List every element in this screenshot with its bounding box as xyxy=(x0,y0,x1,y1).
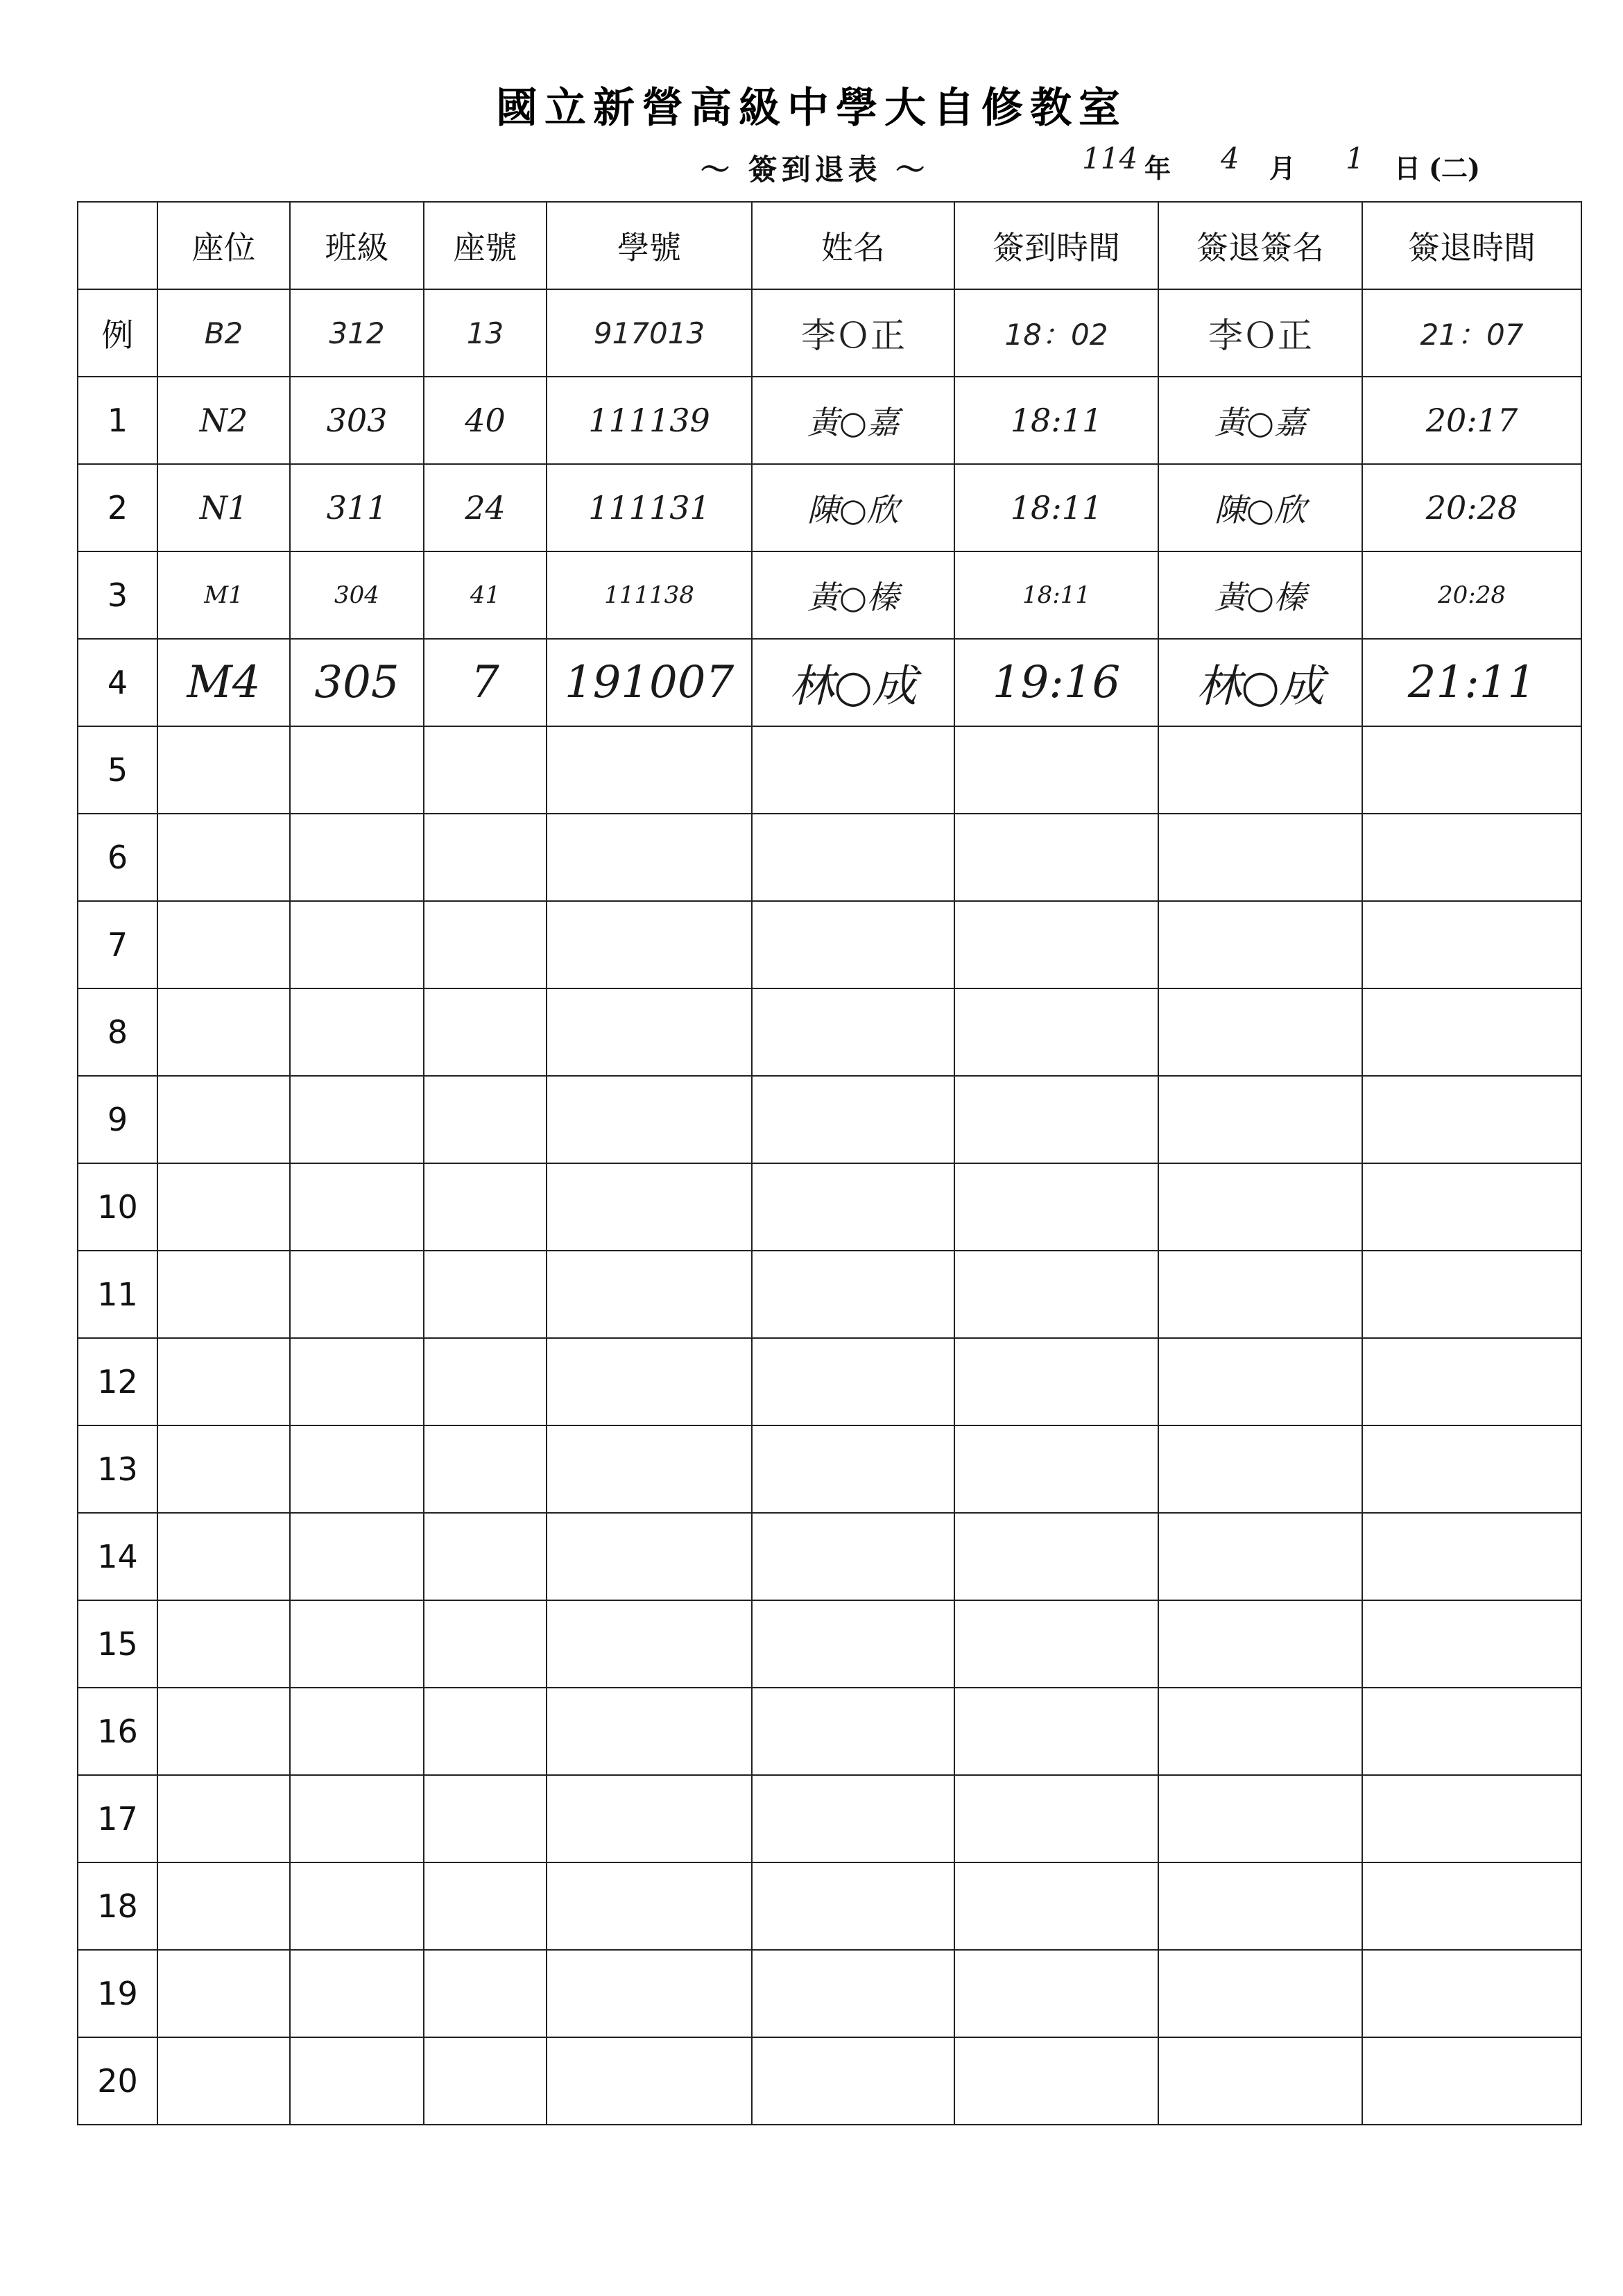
cell-sign-in-time[interactable] xyxy=(954,1425,1158,1513)
table-row xyxy=(78,551,1581,639)
table-row xyxy=(78,1950,1581,2037)
cell-class[interactable] xyxy=(290,1688,424,1775)
date-weekday: (二) xyxy=(1429,153,1480,184)
row-number: 9 xyxy=(78,1076,157,1163)
row-number: 1 xyxy=(78,377,157,464)
form-subtitle: ～ 簽到退表 ～ xyxy=(701,153,929,187)
example-sign-out-name: 李Ｏ正 xyxy=(1158,289,1362,377)
cell-seat-no[interactable]: 24 xyxy=(424,464,547,551)
cell-seat-no[interactable] xyxy=(424,901,547,988)
cell-student-id[interactable]: 111131 xyxy=(547,464,752,551)
table-row xyxy=(78,1513,1581,1600)
cell-class[interactable] xyxy=(290,1513,424,1600)
sign-in-out-table xyxy=(77,201,1582,2125)
cell-student-id[interactable] xyxy=(547,1251,752,1338)
cell-seat-no[interactable] xyxy=(424,1513,547,1600)
cell-sign-in-time[interactable] xyxy=(954,814,1158,901)
cell-seat-no[interactable] xyxy=(424,1251,547,1338)
row-number: 10 xyxy=(78,1163,157,1251)
cell-sign-out-signature[interactable] xyxy=(1158,2037,1362,2125)
cell-seat[interactable] xyxy=(157,814,290,901)
table-row xyxy=(78,1425,1581,1513)
table-row xyxy=(78,988,1581,1076)
cell-seat-no[interactable] xyxy=(424,1862,547,1950)
date-line xyxy=(1082,142,1554,189)
cell-class[interactable] xyxy=(290,1338,424,1425)
example-seat-no: 13 xyxy=(424,289,547,377)
row-number: 19 xyxy=(78,1950,157,2037)
cell-student-id[interactable] xyxy=(547,1076,752,1163)
cell-student-id[interactable] xyxy=(547,1688,752,1775)
cell-class[interactable] xyxy=(290,726,424,814)
cell-sign-out-signature[interactable] xyxy=(1158,1425,1362,1513)
cell-student-id[interactable] xyxy=(547,1862,752,1950)
table-row xyxy=(78,1862,1581,1950)
cell-sign-out-time[interactable] xyxy=(1362,1862,1581,1950)
cell-class[interactable] xyxy=(290,901,424,988)
cell-seat-no[interactable] xyxy=(424,1425,547,1513)
date-day-label: 日 xyxy=(1394,153,1421,184)
cell-name[interactable] xyxy=(752,726,954,814)
table-row xyxy=(78,639,1581,726)
cell-class[interactable]: 305 xyxy=(290,639,424,726)
header-class: 班級 xyxy=(290,202,424,289)
cell-sign-out-signature[interactable] xyxy=(1158,988,1362,1076)
cell-sign-out-signature[interactable] xyxy=(1158,1251,1362,1338)
row-number: 16 xyxy=(78,1688,157,1775)
row-number: 5 xyxy=(78,726,157,814)
cell-sign-out-time[interactable] xyxy=(1362,814,1581,901)
row-number: 6 xyxy=(78,814,157,901)
header-sign-in-time: 簽到時間 xyxy=(954,202,1158,289)
cell-seat-no[interactable] xyxy=(424,1163,547,1251)
example-seat: B2 xyxy=(157,289,290,377)
cell-seat-no[interactable] xyxy=(424,814,547,901)
cell-seat-no[interactable]: 41 xyxy=(424,551,547,639)
cell-sign-out-signature[interactable] xyxy=(1158,1076,1362,1163)
cell-sign-in-time[interactable] xyxy=(954,2037,1158,2125)
cell-sign-out-signature[interactable] xyxy=(1158,1600,1362,1688)
cell-seat-no[interactable] xyxy=(424,1775,547,1862)
cell-student-id[interactable] xyxy=(547,1600,752,1688)
cell-sign-out-time[interactable]: 20:28 xyxy=(1362,551,1581,639)
cell-sign-out-signature[interactable]: 黃○榛 xyxy=(1158,551,1362,639)
cell-class[interactable] xyxy=(290,1251,424,1338)
cell-student-id[interactable] xyxy=(547,726,752,814)
cell-sign-in-time[interactable]: 18:11 xyxy=(954,377,1158,464)
cell-name[interactable] xyxy=(752,1076,954,1163)
row-number: 12 xyxy=(78,1338,157,1425)
cell-student-id[interactable]: 111138 xyxy=(547,551,752,639)
table-row xyxy=(78,1076,1581,1163)
cell-class[interactable] xyxy=(290,1425,424,1513)
cell-sign-out-signature[interactable] xyxy=(1158,1513,1362,1600)
cell-student-id[interactable] xyxy=(547,988,752,1076)
cell-class[interactable] xyxy=(290,1163,424,1251)
example-row xyxy=(78,289,1581,377)
table-row xyxy=(78,2037,1581,2125)
cell-student-id[interactable]: 191007 xyxy=(547,639,752,726)
cell-seat[interactable] xyxy=(157,988,290,1076)
date-year-label: 年 xyxy=(1144,153,1171,184)
header-student-id: 學號 xyxy=(547,202,752,289)
cell-sign-out-signature[interactable] xyxy=(1158,1338,1362,1425)
cell-student-id[interactable] xyxy=(547,1950,752,2037)
table-row xyxy=(78,726,1581,814)
cell-sign-out-signature[interactable]: 林○成 xyxy=(1158,639,1362,726)
cell-seat[interactable] xyxy=(157,726,290,814)
cell-class[interactable] xyxy=(290,1862,424,1950)
cell-seat-no[interactable] xyxy=(424,1950,547,2037)
cell-seat[interactable] xyxy=(157,2037,290,2125)
cell-seat[interactable]: M4 xyxy=(157,639,290,726)
header-corner xyxy=(78,202,157,289)
table-row xyxy=(78,1163,1581,1251)
cell-sign-out-time[interactable] xyxy=(1362,1950,1581,2037)
cell-name[interactable] xyxy=(752,1862,954,1950)
cell-sign-in-time[interactable] xyxy=(954,1163,1158,1251)
cell-student-id[interactable] xyxy=(547,814,752,901)
header-row xyxy=(78,202,1581,289)
cell-name[interactable]: 林○成 xyxy=(752,639,954,726)
cell-class[interactable] xyxy=(290,1076,424,1163)
cell-sign-out-time[interactable] xyxy=(1362,1338,1581,1425)
cell-seat[interactable] xyxy=(157,1338,290,1425)
cell-student-id[interactable] xyxy=(547,2037,752,2125)
cell-seat[interactable]: N2 xyxy=(157,377,290,464)
cell-name[interactable] xyxy=(752,1600,954,1688)
cell-sign-out-signature[interactable] xyxy=(1158,1950,1362,2037)
cell-class[interactable] xyxy=(290,2037,424,2125)
example-name: 李Ｏ正 xyxy=(752,289,954,377)
cell-seat[interactable] xyxy=(157,1950,290,2037)
header-sign-out-time: 簽退時間 xyxy=(1362,202,1581,289)
cell-name[interactable] xyxy=(752,1775,954,1862)
cell-seat-no[interactable]: 40 xyxy=(424,377,547,464)
cell-sign-out-signature[interactable] xyxy=(1158,814,1362,901)
header-seat: 座位 xyxy=(157,202,290,289)
table-row xyxy=(78,1251,1581,1338)
cell-name[interactable] xyxy=(752,901,954,988)
cell-seat-no[interactable] xyxy=(424,1600,547,1688)
cell-name[interactable]: 陳○欣 xyxy=(752,464,954,551)
cell-name[interactable] xyxy=(752,1251,954,1338)
cell-sign-in-time[interactable] xyxy=(954,1688,1158,1775)
cell-sign-out-time[interactable] xyxy=(1362,1513,1581,1600)
cell-seat[interactable] xyxy=(157,1076,290,1163)
cell-name[interactable] xyxy=(752,1425,954,1513)
row-number: 4 xyxy=(78,639,157,726)
date-month: 4 xyxy=(1221,142,1239,175)
cell-sign-out-time[interactable] xyxy=(1362,988,1581,1076)
cell-seat[interactable] xyxy=(157,1425,290,1513)
cell-sign-out-signature[interactable]: 陳○欣 xyxy=(1158,464,1362,551)
row-number: 17 xyxy=(78,1775,157,1862)
page-title: 國立新營高級中學大自修教室 xyxy=(496,84,1127,132)
table-row xyxy=(78,377,1581,464)
cell-sign-in-time[interactable] xyxy=(954,1513,1158,1600)
cell-seat[interactable]: N1 xyxy=(157,464,290,551)
cell-seat-no[interactable]: 7 xyxy=(424,639,547,726)
cell-student-id[interactable] xyxy=(547,1425,752,1513)
cell-seat-no[interactable] xyxy=(424,2037,547,2125)
cell-student-id[interactable] xyxy=(547,1163,752,1251)
cell-name[interactable] xyxy=(752,1163,954,1251)
cell-seat[interactable] xyxy=(157,901,290,988)
cell-name[interactable]: 黃○嘉 xyxy=(752,377,954,464)
cell-seat-no[interactable] xyxy=(424,726,547,814)
cell-name[interactable] xyxy=(752,2037,954,2125)
cell-sign-out-time[interactable] xyxy=(1362,1425,1581,1513)
row-number: 11 xyxy=(78,1251,157,1338)
cell-seat[interactable] xyxy=(157,1862,290,1950)
cell-sign-in-time[interactable] xyxy=(954,726,1158,814)
header-seat-no: 座號 xyxy=(424,202,547,289)
table-row xyxy=(78,901,1581,988)
table-row xyxy=(78,814,1581,901)
cell-sign-out-signature[interactable] xyxy=(1158,1163,1362,1251)
table-row xyxy=(78,464,1581,551)
example-label: 例 xyxy=(78,289,157,377)
cell-class[interactable]: 303 xyxy=(290,377,424,464)
cell-seat[interactable] xyxy=(157,1688,290,1775)
cell-sign-out-signature[interactable]: 黃○嘉 xyxy=(1158,377,1362,464)
cell-seat-no[interactable] xyxy=(424,1076,547,1163)
cell-sign-out-time[interactable]: 20:17 xyxy=(1362,377,1581,464)
cell-student-id[interactable] xyxy=(547,901,752,988)
row-number: 8 xyxy=(78,988,157,1076)
cell-seat[interactable]: M1 xyxy=(157,551,290,639)
table-row xyxy=(78,1775,1581,1862)
cell-name[interactable] xyxy=(752,988,954,1076)
row-number: 15 xyxy=(78,1600,157,1688)
cell-student-id[interactable] xyxy=(547,1338,752,1425)
cell-student-id[interactable] xyxy=(547,1775,752,1862)
cell-seat-no[interactable] xyxy=(424,988,547,1076)
cell-class[interactable] xyxy=(290,1775,424,1862)
cell-sign-out-time[interactable] xyxy=(1362,1688,1581,1775)
row-number: 2 xyxy=(78,464,157,551)
cell-sign-in-time[interactable] xyxy=(954,1950,1158,2037)
row-number: 7 xyxy=(78,901,157,988)
cell-sign-in-time[interactable]: 18:11 xyxy=(954,464,1158,551)
cell-sign-in-time[interactable] xyxy=(954,1076,1158,1163)
cell-seat-no[interactable] xyxy=(424,1688,547,1775)
cell-seat[interactable] xyxy=(157,1513,290,1600)
cell-class[interactable] xyxy=(290,988,424,1076)
example-student-id: 917013 xyxy=(547,289,752,377)
cell-sign-in-time[interactable] xyxy=(954,988,1158,1076)
example-sign-out: 21：07 xyxy=(1362,289,1581,377)
table-row xyxy=(78,1600,1581,1688)
row-number: 3 xyxy=(78,551,157,639)
cell-sign-in-time[interactable] xyxy=(954,1600,1158,1688)
date-year: 114 xyxy=(1082,142,1138,175)
row-number: 18 xyxy=(78,1862,157,1950)
cell-student-id[interactable]: 111139 xyxy=(547,377,752,464)
cell-sign-in-time[interactable] xyxy=(954,1862,1158,1950)
date-day: 1 xyxy=(1346,142,1364,175)
cell-sign-out-time[interactable] xyxy=(1362,726,1581,814)
row-number: 14 xyxy=(78,1513,157,1600)
cell-sign-out-time[interactable]: 20:28 xyxy=(1362,464,1581,551)
header-sign-out-signature: 簽退簽名 xyxy=(1158,202,1362,289)
cell-sign-out-time[interactable] xyxy=(1362,1775,1581,1862)
cell-sign-in-time[interactable] xyxy=(954,1775,1158,1862)
cell-sign-out-time[interactable]: 21:11 xyxy=(1362,639,1581,726)
cell-sign-in-time[interactable] xyxy=(954,1251,1158,1338)
cell-name[interactable] xyxy=(752,1338,954,1425)
cell-sign-out-time[interactable] xyxy=(1362,901,1581,988)
cell-sign-out-signature[interactable] xyxy=(1158,1862,1362,1950)
cell-sign-out-signature[interactable] xyxy=(1158,1775,1362,1862)
cell-sign-out-time[interactable] xyxy=(1362,1600,1581,1688)
cell-sign-out-time[interactable] xyxy=(1362,2037,1581,2125)
cell-name[interactable] xyxy=(752,1688,954,1775)
cell-class[interactable]: 311 xyxy=(290,464,424,551)
cell-sign-out-time[interactable] xyxy=(1362,1076,1581,1163)
row-number: 13 xyxy=(78,1425,157,1513)
row-number: 20 xyxy=(78,2037,157,2125)
example-sign-in: 18：02 xyxy=(954,289,1158,377)
cell-name[interactable] xyxy=(752,814,954,901)
cell-sign-in-time[interactable]: 19:16 xyxy=(954,639,1158,726)
example-class: 312 xyxy=(290,289,424,377)
cell-sign-out-time[interactable] xyxy=(1362,1163,1581,1251)
cell-student-id[interactable] xyxy=(547,1513,752,1600)
cell-sign-out-signature[interactable] xyxy=(1158,1688,1362,1775)
cell-seat[interactable] xyxy=(157,1600,290,1688)
date-month-label: 月 xyxy=(1269,153,1296,184)
table-row xyxy=(78,1338,1581,1425)
cell-sign-in-time[interactable] xyxy=(954,901,1158,988)
cell-class[interactable] xyxy=(290,1600,424,1688)
cell-seat[interactable] xyxy=(157,1251,290,1338)
cell-seat[interactable] xyxy=(157,1163,290,1251)
cell-sign-in-time[interactable] xyxy=(954,1338,1158,1425)
cell-class[interactable]: 304 xyxy=(290,551,424,639)
cell-seat[interactable] xyxy=(157,1775,290,1862)
cell-class[interactable] xyxy=(290,814,424,901)
cell-name[interactable] xyxy=(752,1950,954,2037)
cell-sign-in-time[interactable]: 18:11 xyxy=(954,551,1158,639)
table-row xyxy=(78,1688,1581,1775)
cell-sign-out-signature[interactable] xyxy=(1158,726,1362,814)
cell-sign-out-time[interactable] xyxy=(1362,1251,1581,1338)
header-name: 姓名 xyxy=(752,202,954,289)
cell-name[interactable]: 黃○榛 xyxy=(752,551,954,639)
cell-class[interactable] xyxy=(290,1950,424,2037)
cell-seat-no[interactable] xyxy=(424,1338,547,1425)
cell-name[interactable] xyxy=(752,1513,954,1600)
cell-sign-out-signature[interactable] xyxy=(1158,901,1362,988)
